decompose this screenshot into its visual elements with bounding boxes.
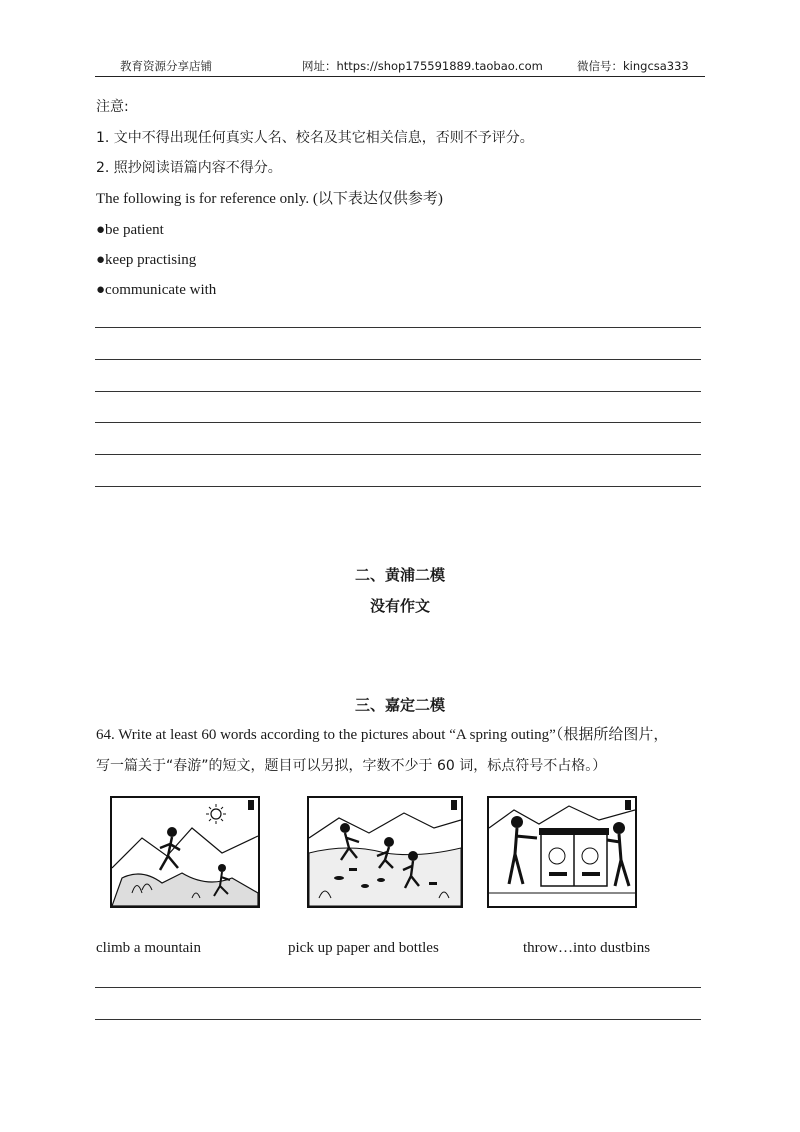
reference-bullet-2: ●keep practising	[96, 252, 197, 268]
writing-line[interactable]	[95, 454, 701, 455]
writing-line[interactable]	[95, 391, 701, 392]
writing-line[interactable]	[95, 327, 701, 328]
question-line-1: 64. Write at least 60 words according to the pictures about “A spring outing”（根据所给图片，	[96, 727, 669, 743]
writing-line[interactable]	[95, 422, 701, 423]
reference-bullet-1: ●be patient	[96, 222, 164, 238]
header-shop-name: 教育资源分享店铺	[120, 59, 212, 73]
question-line-2: 写一篇关于“春游”的短文，题目可以另拟，字数不少于 60 词，标点符号不占格。）	[96, 758, 607, 774]
notes-title: 注意:	[96, 99, 129, 115]
section-2-subtitle: 没有作文	[369, 597, 430, 615]
writing-line[interactable]	[95, 987, 701, 988]
note-item-2: 2. 照抄阅读语篇内容不得分。	[96, 160, 282, 176]
climb-mountain-illustration	[110, 796, 260, 908]
caption-pick-up: pick up paper and bottles	[288, 940, 439, 956]
caption-climb-mountain: climb a mountain	[96, 940, 201, 956]
pick-up-litter-illustration	[307, 796, 463, 908]
header-url[interactable]: 网址：https://shop175591889.taobao.com	[302, 59, 543, 73]
page-header	[95, 56, 705, 77]
section-2-title: 二、黄浦二模	[354, 566, 445, 584]
throw-into-dustbins-illustration	[487, 796, 637, 908]
writing-line[interactable]	[95, 359, 701, 360]
writing-line[interactable]	[95, 486, 701, 487]
header-wechat: 微信号：kingcsa333	[577, 59, 689, 73]
note-item-1: 1. 文中不得出现任何真实人名、校名及其它相关信息，否则不予评分。	[96, 130, 534, 146]
caption-throw-into-dustbins: throw…into dustbins	[523, 940, 651, 956]
reference-line: The following is for reference only. (以下表达仅供参考)	[96, 191, 443, 207]
writing-line[interactable]	[95, 1019, 701, 1020]
reference-bullet-3: ●communicate with	[96, 282, 217, 298]
section-3-title: 三、嘉定二模	[354, 696, 445, 714]
